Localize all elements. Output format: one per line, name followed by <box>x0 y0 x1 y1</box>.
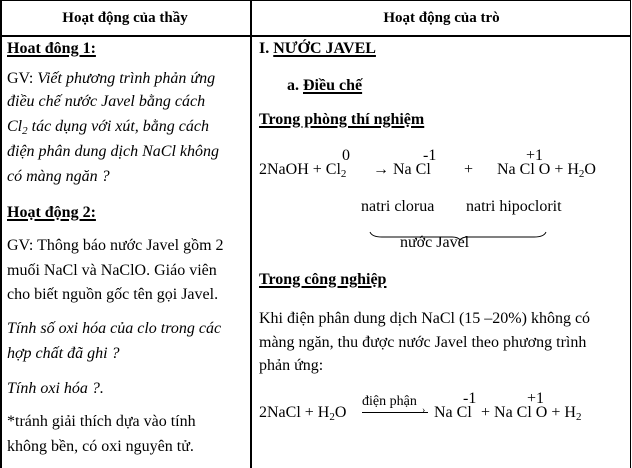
industry-line-3: phản ứng: <box>259 357 324 374</box>
gv-prefix: GV: <box>7 70 38 87</box>
eq2-lhs: 2NaCl + $H_2O$ <box>259 404 347 423</box>
ox-state-cl2: 0 <box>342 147 350 164</box>
activity2-line-2: muối NaCl và NaClO. Giáo viên <box>7 262 217 279</box>
activity1-line-3: $Cl_2$ tác dụng với xút, bằng cách <box>7 118 210 137</box>
industry-heading: Trong công nghiệp <box>259 271 387 288</box>
industry-line-1: Khi điện phân dung dịch NaCl (15 –20%) không có <box>259 310 591 327</box>
eq1-plus: + <box>464 161 474 178</box>
industry-line-2: màng ngăn, thu được nước Javel theo phương trình <box>259 334 587 351</box>
question2: Tính oxi hóa ?. <box>7 380 104 397</box>
note-line-1: *tránh giải thích dựa vào tính <box>7 413 196 430</box>
brace-label-javel: nước Javel <box>400 234 470 251</box>
ox-state-naclo: +1 <box>526 147 544 164</box>
arrow-label-dien-phan: điện phận <box>362 394 417 409</box>
eq2-product2: + Na Cl $O + H_2$ <box>481 404 582 423</box>
header-student-activity: Hoạt động của trò <box>383 10 500 26</box>
column-divider <box>250 0 252 468</box>
activity1-line-2: điều chế nước Javel bằng cách <box>7 93 206 110</box>
name-natri-hipoclorit: natri hipoclorit <box>466 198 562 215</box>
arrow-icon <box>362 412 428 413</box>
eq1-lhs: 2NaOH + $Cl_2$ <box>259 161 347 180</box>
activity1-title: Hoat đông 1: <box>7 40 96 57</box>
activity2-title: Hoạt động 2: <box>7 204 96 221</box>
ox-state-nacl: -1 <box>423 147 437 164</box>
subsection-heading: a. Điều chế <box>287 77 363 94</box>
question1-line-1: Tính số oxi hóa của clo trong các <box>7 320 222 337</box>
arrowhead-icon: › <box>422 405 426 416</box>
lab-heading: Trong phòng thí nghiệm <box>259 111 425 128</box>
eq1-product2: Na Cl $O + H_2O$ <box>497 161 596 180</box>
ox-state-nacl-2: -1 <box>463 390 477 407</box>
activity1-line-4: điện phân dung dịch NaCl không <box>7 143 219 160</box>
activity2-line-1: GV: Thông báo nước Javel gồm 2 <box>7 237 224 254</box>
note-line-2: không bền, có oxi nguyên tử. <box>7 438 194 455</box>
question1-line-2: hợp chất đã ghi ? <box>7 345 120 362</box>
eq2-product1: Na Cl <box>434 404 472 421</box>
eq1-product1: → Na Cl <box>373 161 431 178</box>
name-natri-clorua: natri clorua <box>361 198 435 215</box>
activity1-line-5: có màng ngăn ? <box>7 168 110 185</box>
section-heading: I. NƯỚC JAVEL <box>259 40 376 57</box>
activity1-text: GV: Viết phương trình phản ứng <box>7 70 216 87</box>
table-border-left <box>0 0 2 468</box>
header-teacher-activity: Hoạt động của thầy <box>62 10 188 26</box>
ox-state-naclo-2: +1 <box>527 390 545 407</box>
activity2-line-3: cho biết nguồn gốc tên gọi Javel. <box>7 286 219 303</box>
